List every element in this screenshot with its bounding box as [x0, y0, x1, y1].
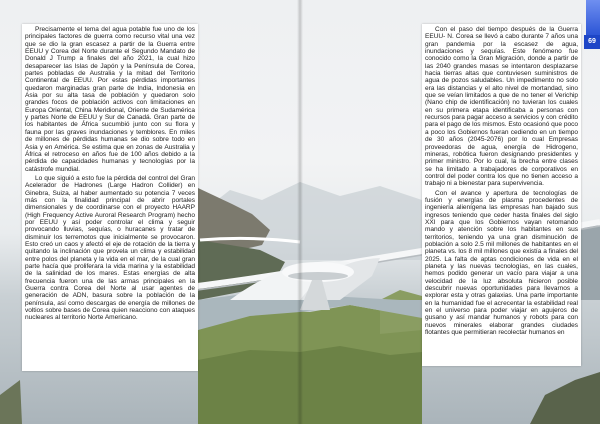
right-text-column [422, 24, 581, 366]
right-paragraph: Con el paso del tiempo después de la Guerra EEUU- N. Corea se llevó a cabo durante 7 años una gran pandemia por la escasez de agua, inundaciones y sequías. Este fenómeno fue conocido como la Gran Migración, donde a partir de las 2040 grandes masas se intentaron desplazarse hacia tierras altas que contuviesen suministros de agua de pozos saludables. Un impedimento no solo era las distancias y el alto nivel de mortandad, sino que se veían limitados a que de no tener el Verichip (Nano chip de identificación) no tuvieran los cuales en su primera etapa identificaba a personas con recursos para pagar acceso a servicios y con crédito para el pago de los mismos. Esto ocasionó que poco a poco los Gobiernos fueran cediendo en un tiempo de 30 años (2045-2076) por lo cual Empresas proveedoras de agua, energía de Hidrogeno, mineras, robótica fueron designando presidentes y primer ministro. Por lo cual, la brecha entre clases se ha limitado a trabajadores de corporativos en control del poder contra los que no tienen acceso a trabajo ni a bienestar para supervivencia. [425, 26, 578, 188]
page-gutter [297, 0, 303, 424]
page-tab-strip [586, 0, 600, 35]
right-paragraph: Con el avance y apertura de tecnologías de fusión y energías de plasma procedentes de ingeniería alienígena las empresas han bajado sus ingresos teniendo que ceder hasta finales del siglo XXI para que los Gobiernos vayan retomando mando y atención sobre los habitantes en sus territorios, teniendo ya una gran disminución de población a solo 2.5 mil millones de habitantes en el planeta vs. los 8 mil millones que existía a finales del 2025. La falta de aptas condiciones de vida en el planeta y las nuevas tecnologías, en las cuales, hemos podido generar un vacío para viajar a una velocidad de la luz absoluta hicieron posible descubrir nuevas oportunidades para llevarnos a explorar esta y otras galaxias. Una parte importante en la humanidad fue el acrecentar la estabilidad real en el universo para poder viajar en agujeros de gusano y así mandar humanos y robots para con nuevos minerales elaborar grandes ciudades flotantes que permitieran recolectar humanos en [425, 189, 578, 337]
left-paragraph: Precisamente el tema del agua potable fue uno de los principales factores de guerra como recurso vital una vez que se dio la gran escasez a partir de la Guerra entre EEUU y Corea del Norte durante el Segundo Mandato de Donald J Trump a finales del año 2021, la cual hizo desaparecer las Islas de Japón y la Península de Corea, partes pobladas de Australia y la mitad del Territorio Continental de EEUU. Por estas pérdidas importantes quedaron marginadas gran parte de India, Indonesia en Asia por su alta tasa de población y quedaron solo grandes focos de población activos con limitaciones en Europa Oriental, China Meridional, Oriente de Sudamérica y partes Norte de EEUU y Sur de Canadá. Gran parte de los habitantes de África sucumbió junto con su flora y fauna por las graves inundaciones y temblores. En miles de millones de pérdidas humanas se dio sobre todo en Asia y en América. Se estima que en zonas de Australia y África el retroceso en años fue de 100 años debido a la pérdida de capacidades humanas y tecnologías por la catástrofe mundial. [25, 26, 195, 173]
left-paragraph: Lo que siguió a esto fue la pérdida del control del Gran Acelerador de Hadrones (Large Hadron Collider) en Ginebra, Suiza, al haber aumentado su potencia 7 veces más con la finalidad principal de abrir portales dimensionales y de coordinarse con el proyecto HAARP (High Frequency Active Auroral Research Program) hecho por EEUU y así poder controlar el clima y seguir provocando lluvias, sequías, o huracanes y tratar de disminuir los terremotos que inicialmente se provocaron. Esto creó un caos y afectó el eje de rotación de la tierra y quitando la inclinación que provela un clima y estabilidad entre polos del planeta y la vida en el mar, de la cual gran parte hacía que proliferara la vida marina y la estabilidad de la salinidad de los mares. Estas energías de alta frecuencia fueron una de las armas principales en la Guerra contra Corea del Norte al usar agentes de generación de ADN, basura sobre la población de la península, así como descargas de energía de millones de voltios sobre bases de Corea quien reacciono con ataques nucleares al territorio Norte Americano. [25, 174, 195, 322]
left-text-column [22, 24, 198, 371]
page-number: 69 [584, 35, 600, 49]
